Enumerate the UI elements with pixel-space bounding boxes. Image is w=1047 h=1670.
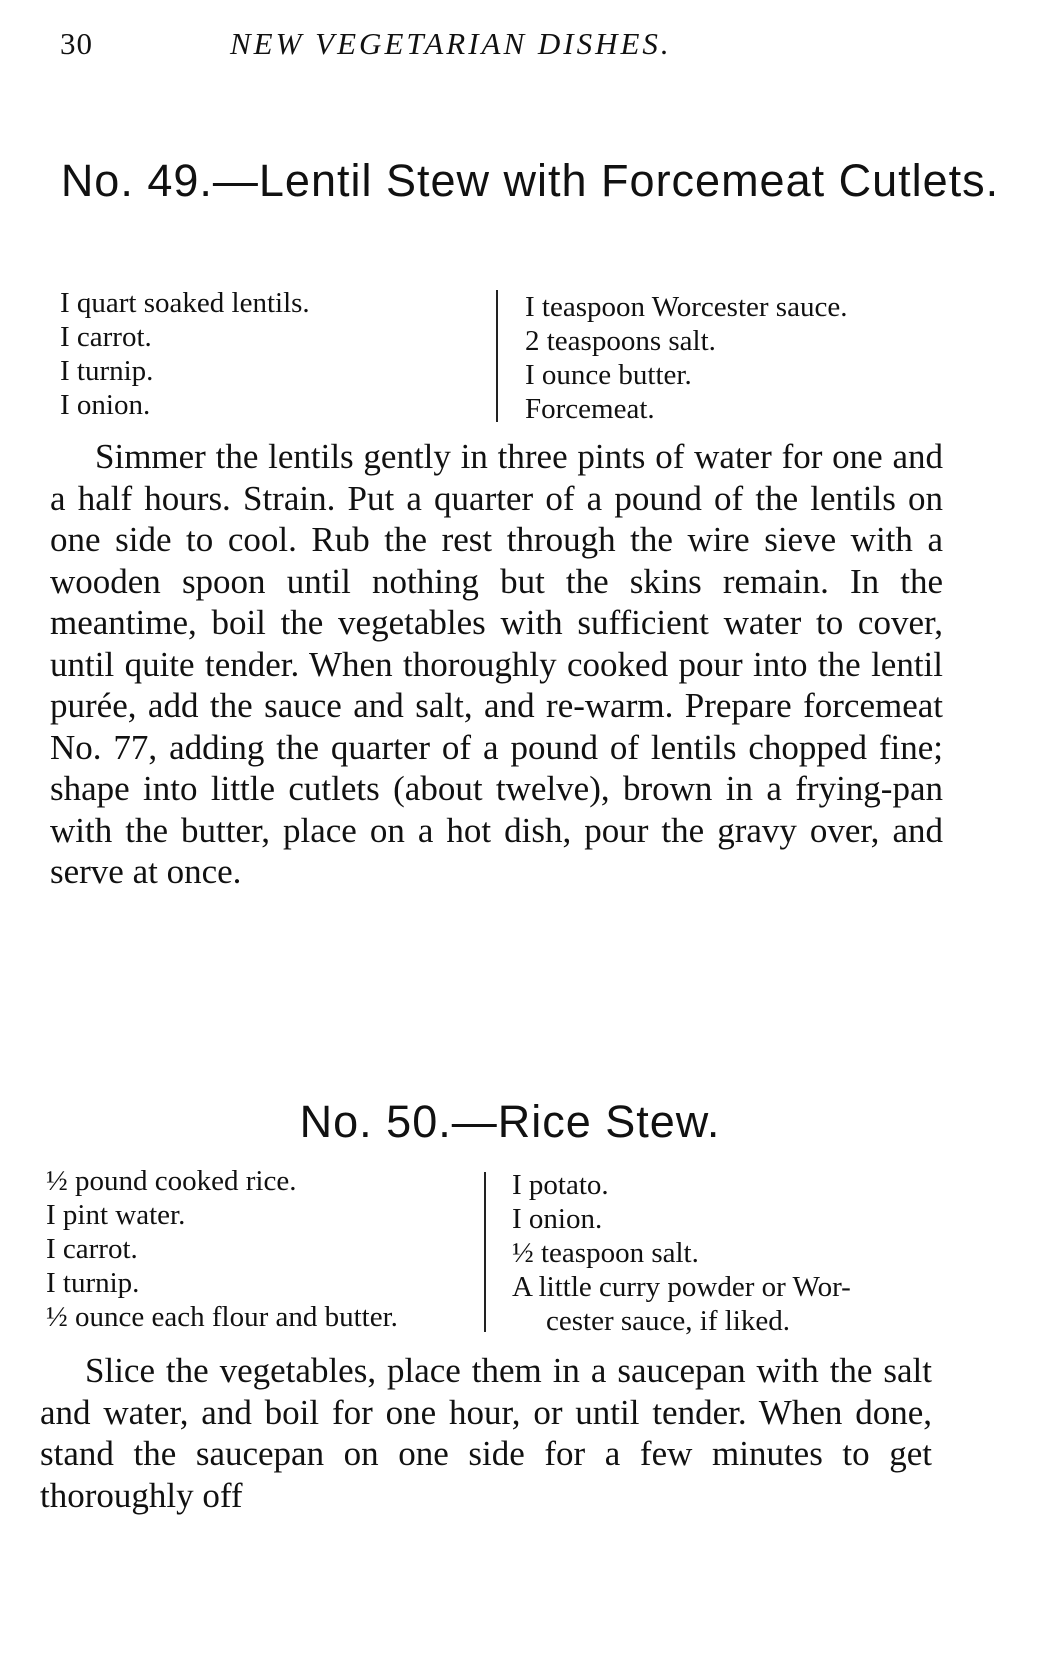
- ingredient-item: Forcemeat.: [525, 393, 655, 425]
- ingredient-item: I onion.: [60, 389, 151, 421]
- column-divider: [484, 1172, 486, 1332]
- ingredients-right-column: [525, 290, 847, 426]
- running-head: [60, 26, 840, 66]
- recipe-49-ingredients: [60, 286, 1020, 426]
- column-divider: [496, 290, 498, 422]
- recipe-49-title: No. 49.—Lentil Stew with Forcemeat Cutlets.: [60, 155, 1000, 206]
- ingredient-item: 2 teaspoons salt.: [525, 325, 716, 357]
- ingredient-item: I carrot.: [60, 321, 152, 353]
- ingredient-item: cester sauce, if liked.: [546, 1305, 790, 1337]
- ingredients-left-column: [46, 1164, 398, 1334]
- ingredient-item: I potato.: [512, 1169, 609, 1201]
- page-number: 30: [60, 26, 93, 61]
- ingredient-item: I teaspoon Worcester sauce.: [525, 291, 848, 323]
- ingredient-item: ½ pound cooked rice.: [46, 1165, 297, 1197]
- ingredient-item: I turnip.: [60, 355, 154, 387]
- ingredients-right-column: [512, 1168, 851, 1338]
- ingredients-left-column: [60, 286, 310, 422]
- recipe-49-method: [50, 436, 943, 893]
- ingredient-item: I turnip.: [46, 1267, 140, 1299]
- ingredient-item: ½ ounce each flour and butter.: [46, 1301, 398, 1333]
- ingredient-item: I ounce butter.: [525, 359, 692, 391]
- ingredient-item: I carrot.: [46, 1233, 138, 1265]
- ingredient-item: I onion.: [512, 1203, 603, 1235]
- book-title: NEW VEGETARIAN DISHES.: [230, 26, 672, 61]
- ingredient-item: A little curry powder or Wor-: [512, 1271, 851, 1303]
- ingredient-item: I quart soaked lentils.: [60, 287, 310, 319]
- recipe-50-method: [40, 1350, 932, 1516]
- recipe-50-ingredients: [46, 1164, 1006, 1340]
- ingredient-item: I pint water.: [46, 1199, 186, 1231]
- method-paragraph: Simmer the lentils gently in three pints of water for one and a half hours. Strain. Put a quarter of a pound of the lentils on one side to cool. Rub the rest through the wire sieve with a wooden spoon until nothing but the skins remain. In the meantime, boil the vegetables with sufficient water to cover, until quite tender. When thoroughly cooked pour into the lentil purée, add the sauce and salt, and re-warm. Prepare forcemeat No. 77, adding the quarter of a pound of lentils chopped fine; shape into little cutlets (about twelve), brown in a frying-pan with the butter, place on a hot dish, pour the gravy over, and serve at once.: [50, 437, 943, 891]
- ingredient-item: ½ teaspoon salt.: [512, 1237, 699, 1269]
- method-paragraph: Slice the vegetables, place them in a saucepan with the salt and water, and boil for one hour, or until tender. When done, stand the saucepan on one side for a few minutes to get thoroughly off: [40, 1351, 932, 1515]
- recipe-50-title: No. 50.—Rice Stew.: [299, 1096, 721, 1147]
